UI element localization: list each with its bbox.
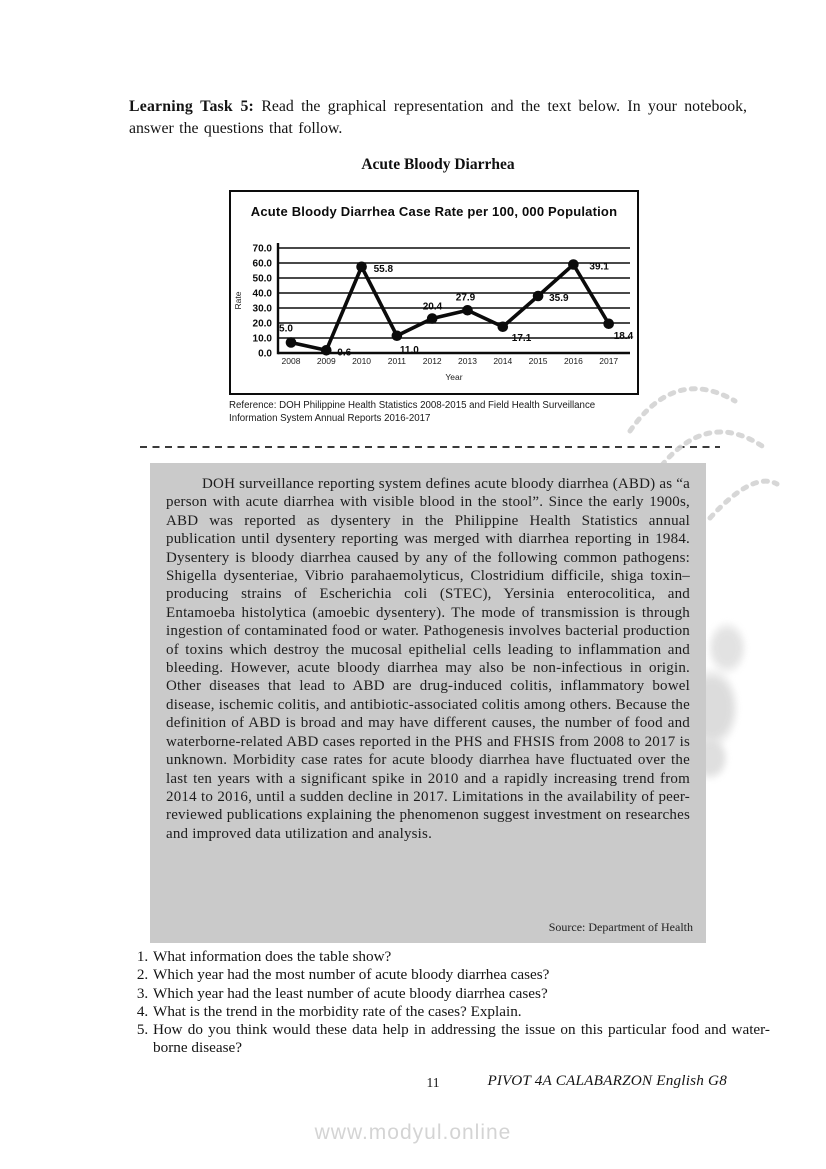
- x-tick-label: 2008: [281, 356, 301, 366]
- data-point: [568, 259, 579, 270]
- x-axis-title: Year: [445, 372, 463, 382]
- data-point: [392, 330, 403, 341]
- data-label: 18.4: [613, 330, 634, 342]
- y-tick-label: 70.0: [252, 243, 272, 255]
- y-tick-label: 30.0: [252, 303, 272, 315]
- question-item: 4. What is the trend in the morbidity rate of the cases? Explain.: [152, 1003, 770, 1021]
- x-tick-label: 2013: [458, 356, 477, 366]
- y-tick-label: 50.0: [252, 273, 272, 285]
- data-point: [427, 313, 438, 324]
- task-instruction: [129, 96, 747, 139]
- data-point: [603, 318, 614, 329]
- y-tick-label: 40.0: [252, 288, 272, 300]
- x-tick-label: 2009: [316, 356, 336, 366]
- data-label: 20.4: [422, 301, 443, 313]
- x-tick-label: 2014: [493, 356, 513, 366]
- data-point: [321, 345, 332, 356]
- data-label: 27.9: [455, 292, 476, 304]
- question-item: 2. Which year had the most number of acute bloody diarrhea cases?: [152, 966, 770, 984]
- data-label: 55.8: [373, 263, 394, 275]
- module-label: PIVOT 4A CALABARZON English G8: [487, 1072, 727, 1089]
- chart-title: Acute Bloody Diarrhea Case Rate per 100, 000 Population: [250, 204, 618, 219]
- data-point: [462, 305, 473, 316]
- data-point: [356, 261, 367, 272]
- x-tick-label: 2011: [387, 356, 407, 366]
- line-chart: [231, 192, 637, 393]
- x-tick-label: 2010: [352, 356, 372, 366]
- page-number: 11: [426, 1075, 440, 1090]
- x-tick-label: 2017: [599, 356, 619, 366]
- y-tick-label: 60.0: [252, 258, 272, 270]
- y-tick-label: 0.0: [258, 348, 272, 360]
- data-label: 17.1: [511, 332, 532, 344]
- data-point: [498, 321, 509, 332]
- y-axis-title: Rate: [233, 291, 243, 310]
- article-body: DOH surveillance reporting system defines acute bloody diarrhea (ABD) as “a person with acute diarrhea with visible blood in the stool”. Since the early 1900s, ABD was reported as dysentery in the Philippine Health Statistics annual publication until dysentery reporting was merged with diarrhea reporting in 1984. Dysentery is bloody diarrhea caused by any of the following common pathogens: Shigella dysenteriae, Vibrio parahaemolyticus, Clostridium difficile, shiga toxin–producing strains of Escherichia coli (STEC), Yersinia enterocolitica, and Entamoeba histolytica (amoebic dysentery). The mode of transmission is through ingestion of contaminated food or water. Pathogenesis involves bacterial production of toxins which destroy the mucosal epithelial cells leading to inflammation and bleeding. However, acute bloody diarrhea may also be non-infectious in origin. Other diseases that lead to ABD are drug-induced colitis, inflammatory bowel disease, ischemic colitis, and antibiotic-associated colitis among others. Because the definition of ABD is broad and may have different causes, the number of food and waterborne-related ABD cases reported in the PHS and FHSIS from 2008 to 2017 is unknown. Morbidity case rates for acute bloody diarrhea have fluctuated over the last ten years with a significant spike in 2010 and a rapidly increasing trend from 2014 to 2016, until a sudden decline in 2017. Limitations in the availability of peer-reviewed publications explaining the phenomenon suggest investment on researches and improved data utilization and analysis.: [166, 476, 690, 842]
- site-watermark: www.modyul.online: [314, 1121, 512, 1144]
- x-tick-label: 2012: [422, 356, 442, 366]
- article-source: Source: Department of Health: [548, 920, 693, 934]
- figure-title: Acute Bloody Diarrhea: [361, 156, 515, 173]
- data-label: 5.0: [279, 323, 293, 335]
- data-point: [533, 291, 544, 302]
- data-label: 39.1: [589, 261, 609, 273]
- question-item: 3. Which year had the least number of acute bloody diarrhea cases?: [152, 985, 770, 1003]
- data-label: 0.6: [337, 347, 352, 359]
- x-tick-label: 2015: [528, 356, 548, 366]
- article-box: [150, 463, 706, 943]
- task-label: Learning Task 5:: [129, 98, 254, 115]
- task-instruction-text: Read the graphical representation and the text below. In your notebook, answer the questions that follow.: [129, 98, 747, 137]
- chart-reference: Reference: DOH Philippine Health Statistics 2008-2015 and Field Health Surveillance Information System Annual Reports 2016-2017: [229, 400, 596, 424]
- y-tick-label: 10.0: [252, 333, 272, 345]
- y-tick-label: 20.0: [252, 318, 272, 330]
- chart-frame: [229, 190, 639, 395]
- data-label: 35.9: [549, 293, 569, 304]
- question-list: [129, 948, 770, 1058]
- question-item: 1. What information does the table show?: [152, 948, 770, 966]
- data-point: [286, 337, 297, 348]
- data-label: 11.0: [399, 344, 419, 356]
- question-item: 5. How do you think would these data help in addressing the issue on this particular food and water-borne disease?: [152, 1021, 770, 1058]
- x-tick-label: 2016: [563, 356, 583, 366]
